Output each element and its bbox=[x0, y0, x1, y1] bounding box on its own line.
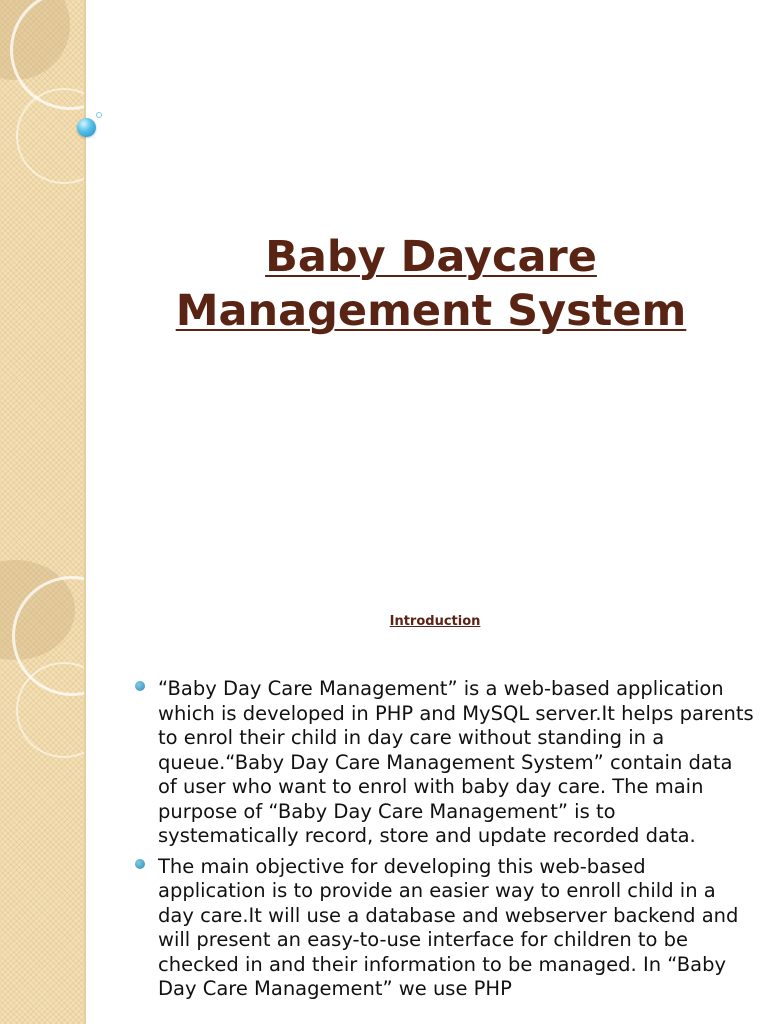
bullet-dot-icon bbox=[135, 859, 145, 869]
small-ring-icon bbox=[96, 112, 102, 118]
decorative-ring-mid bbox=[16, 88, 84, 184]
bullet-text: “Baby Day Care Management” is a web-based application which is developed in PHP and MySQL server.It helps parents to enrol their child in day care without standing in a queue.“Baby Day Care Management System” contain data of user who want to enrol with baby day care. The main purpose of “Baby Day Care Management” is to systematically record, store and update recorded data. bbox=[158, 677, 754, 847]
title-line-2: Management System bbox=[175, 286, 687, 336]
title-line-1: Baby Daycare bbox=[265, 232, 597, 282]
side-band-edge bbox=[84, 0, 86, 1024]
list-item bbox=[134, 855, 754, 1002]
bullet-list bbox=[134, 677, 754, 1008]
section-heading: Introduction bbox=[389, 614, 481, 629]
list-item bbox=[134, 677, 754, 849]
page-title bbox=[100, 230, 762, 338]
decorative-side-band bbox=[0, 0, 84, 1024]
blue-orb-icon bbox=[77, 118, 96, 137]
bullet-text: The main objective for developing this web-based application is to provide an easier way to enroll child in a day care.It will use a database and webserver backend and will present an easy-to-use interface for children to be checked in and their information to be managed. In “Baby Day Care Management” we use PHP bbox=[158, 854, 739, 1000]
bullet-dot-icon bbox=[135, 681, 145, 691]
decorative-ring-lower bbox=[16, 662, 84, 758]
